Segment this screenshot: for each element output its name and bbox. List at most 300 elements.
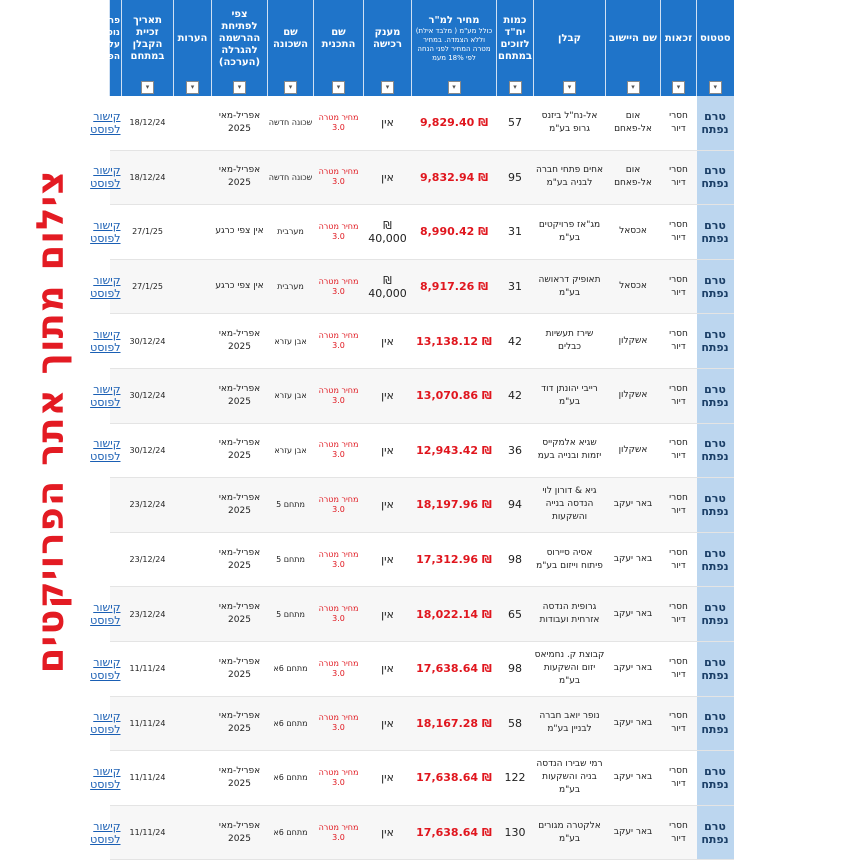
table-cell-notes — [174, 532, 212, 587]
table-cell-rights-text: חסרי דיור — [669, 383, 688, 407]
table-cell-expected — [212, 423, 268, 478]
table-cell-contractor-text: רמי שבירו הנדסה בניה והשקעות בע"מ — [536, 759, 603, 796]
table-cell-hood-text: מערבית — [277, 282, 304, 292]
table-cell-rights-text: חסרי דיור — [669, 274, 688, 298]
table-cell-status-text: טרם נפתח — [701, 164, 729, 191]
table-cell-price — [412, 696, 497, 751]
table-cell-grant-text: ₪ 40,000 — [368, 273, 407, 300]
table-cell-status — [697, 150, 734, 205]
table-cell-grant-text: אין — [381, 716, 394, 730]
table-row — [110, 532, 734, 587]
table-cell-notes — [174, 150, 212, 205]
table-cell-units-text: 36 — [508, 443, 522, 457]
table-row — [110, 805, 734, 860]
post-link[interactable]: קישור לפוסט — [90, 819, 121, 846]
table-cell-contractor-text: אלקטרה מגורים בע"מ — [538, 820, 601, 844]
post-link[interactable]: קישור לפוסט — [90, 109, 121, 136]
table-cell-win-date — [122, 478, 174, 533]
table-cell-details — [90, 751, 122, 806]
table-cell-contractor-text: אחים פתחי חברה לבניה בע"מ — [535, 165, 604, 189]
table-cell-notes — [174, 587, 212, 642]
table-cell-win-date — [122, 805, 174, 860]
table-cell-status — [697, 96, 734, 150]
table-cell-rights-text: חסרי דיור — [669, 110, 688, 134]
table-cell-rights-text: חסרי דיור — [669, 602, 688, 626]
table-cell-grant-text: אין — [381, 771, 394, 785]
post-link[interactable]: קישור לפוסט — [90, 164, 121, 191]
table-cell-hood — [268, 423, 314, 478]
table-cell-rights-text: חסרי דיור — [669, 547, 688, 571]
table-cell-contractor — [534, 150, 606, 205]
table-cell-win-date — [122, 96, 174, 150]
table-cell-hood-text: אבן עזרא — [274, 336, 307, 346]
table-cell-rights — [661, 96, 697, 150]
table-row — [110, 423, 734, 478]
table-cell-rights-text: חסרי דיור — [669, 165, 688, 189]
table-cell-status-text: טרם נפתח — [701, 764, 729, 791]
table-cell-plan — [314, 259, 364, 314]
table-cell-expected — [212, 532, 268, 587]
table-cell-grant-text: ₪ 40,000 — [368, 218, 407, 245]
table-cell-details — [90, 150, 122, 205]
table-cell-plan — [314, 368, 364, 423]
table-row — [110, 751, 734, 806]
table-cell-win-date — [122, 150, 174, 205]
header-price — [412, 0, 497, 77]
table-cell-city-text: אשקלון — [618, 335, 648, 346]
table-cell-notes — [174, 205, 212, 260]
table-cell-status — [697, 205, 734, 260]
table-cell-units — [497, 368, 534, 423]
table-cell-units — [497, 96, 534, 150]
filter-cell — [497, 77, 534, 96]
table-cell-rights-text: חסרי דיור — [669, 711, 688, 735]
post-link[interactable]: קישור לפוסט — [90, 328, 121, 355]
table-cell-units — [497, 805, 534, 860]
table-cell-contractor — [534, 96, 606, 150]
table-row — [110, 641, 734, 696]
table-cell-city-text: באר יעקב — [613, 554, 653, 565]
table-cell-win-date-text: 11/11/24 — [129, 664, 166, 674]
table-cell-contractor-text: רייבי יהונתן דוד בע"מ — [541, 383, 598, 407]
table-cell-grant — [364, 314, 412, 369]
table-cell-units-text: 98 — [508, 553, 522, 567]
table-cell-details — [90, 205, 122, 260]
filter-dropdown-icon[interactable]: ▾ — [284, 81, 297, 94]
table-cell-win-date-text: 23/12/24 — [129, 555, 166, 565]
table-cell-rights-text: חסרי דיור — [669, 656, 688, 680]
table-cell-win-date — [122, 314, 174, 369]
table-cell-contractor — [534, 587, 606, 642]
table-cell-contractor-text: מג"אז פרויקטים בע"מ — [538, 219, 601, 243]
filter-dropdown-icon[interactable]: ▾ — [332, 81, 345, 94]
table-cell-rights — [661, 205, 697, 260]
table-cell-units-text: 58 — [508, 716, 522, 730]
table-cell-win-date — [122, 532, 174, 587]
filter-dropdown-icon[interactable]: ▾ — [381, 81, 394, 94]
table-cell-expected — [212, 150, 268, 205]
table-row — [110, 259, 734, 314]
table-cell-grant — [364, 423, 412, 478]
table-cell-hood-text: מתחם 5 — [276, 500, 305, 510]
table-cell-hood-text: מתחם 6א — [273, 664, 308, 674]
table-cell-grant — [364, 805, 412, 860]
table-cell-city-text: באר יעקב — [613, 717, 653, 728]
filter-cell — [412, 77, 497, 96]
table-cell-notes — [174, 259, 212, 314]
table-cell-plan-text: מחיר מטרה 3.0 — [318, 822, 359, 842]
table-cell-expected — [212, 368, 268, 423]
post-link[interactable]: קישור לפוסט — [90, 382, 121, 409]
table-cell-price-text: ₪ 17,638.64 — [416, 662, 492, 676]
table-cell-contractor — [534, 696, 606, 751]
table-cell-plan — [314, 641, 364, 696]
table-cell-status — [697, 532, 734, 587]
post-link[interactable]: קישור לפוסט — [90, 655, 121, 682]
table-cell-units-text: 122 — [504, 771, 526, 785]
table-cell-expected-text: אין צפי כרגע — [215, 281, 264, 292]
table-cell-status-text: טרם נפתח — [701, 491, 729, 518]
table-cell-plan-text: מחיר מטרה 3.0 — [318, 658, 359, 678]
table-cell-contractor — [534, 751, 606, 806]
filter-dropdown-icon[interactable]: ▾ — [627, 81, 640, 94]
table-row — [110, 696, 734, 751]
table-cell-contractor — [534, 532, 606, 587]
table-cell-rights — [661, 478, 697, 533]
table-cell-contractor-text: אסיה סיירוס פיתוח וייזום בע"מ — [536, 547, 603, 571]
filter-dropdown-icon[interactable]: ▾ — [509, 81, 522, 94]
table-cell-plan — [314, 314, 364, 369]
table-cell-notes — [174, 696, 212, 751]
table-cell-details — [90, 805, 122, 860]
table-cell-plan — [314, 96, 364, 150]
table-row — [110, 368, 734, 423]
table-cell-rights — [661, 423, 697, 478]
table-cell-status — [697, 368, 734, 423]
table-cell-grant-text: אין — [381, 553, 394, 567]
table-cell-price-text: ₪ 13,070.86 — [416, 389, 492, 403]
table-cell-price-text: ₪ 8,917.26 — [419, 280, 489, 294]
header-price-note: כולל מע"מ ( מלבד אילת) וללא הצמדה. במחיר מטרה המחיר לפני הנחה לפי 18% מעמ — [415, 26, 493, 62]
table-cell-expected — [212, 587, 268, 642]
table-cell-hood-text: מתחם 6א — [273, 828, 308, 838]
filter-dropdown-icon[interactable]: ▾ — [448, 81, 461, 94]
header-units: כמות יח"ד לזוכים במתחם — [497, 0, 534, 77]
table-cell-status — [697, 805, 734, 860]
table-cell-grant-text: אין — [381, 334, 394, 348]
header-status: סטטוס — [697, 0, 734, 77]
table-cell-grant-text: אין — [381, 607, 394, 621]
table-cell-expected-text: אפריל-מאי 2025 — [218, 110, 261, 134]
table-cell-city-text: אכסאל — [619, 226, 647, 237]
table-cell-grant-text: אין — [381, 662, 394, 676]
table-cell-price — [412, 423, 497, 478]
table-cell-city — [606, 805, 661, 860]
table-cell-plan-text: מחיר מטרה 3.0 — [318, 331, 359, 351]
table-cell-hood-text: אבן עזרא — [274, 445, 307, 455]
table-cell-expected — [212, 205, 268, 260]
table-cell-grant — [364, 532, 412, 587]
table-cell-rights — [661, 314, 697, 369]
table-cell-city — [606, 423, 661, 478]
table-cell-notes — [174, 314, 212, 369]
table-cell-units — [497, 259, 534, 314]
table-cell-expected-text: אין צפי כרגע — [215, 226, 264, 237]
table-cell-win-date-text: 23/12/24 — [129, 609, 166, 619]
table-cell-win-date — [122, 368, 174, 423]
table-cell-grant-text: אין — [381, 498, 394, 512]
table-cell-units — [497, 150, 534, 205]
table-cell-rights-text: חסרי דיור — [669, 765, 688, 789]
table-cell-city — [606, 96, 661, 150]
table-cell-status-text: טרם נפתח — [701, 819, 729, 846]
table-cell-city-text: אשקלון — [618, 444, 648, 455]
table-cell-expected — [212, 259, 268, 314]
table-cell-city — [606, 641, 661, 696]
table-cell-win-date-text: 30/12/24 — [129, 391, 166, 401]
table-cell-units-text: 42 — [508, 389, 522, 403]
table-cell-units-text: 31 — [508, 225, 522, 239]
table-cell-contractor-text: תאופיק דראושה בע"מ — [538, 274, 601, 298]
filter-cell — [606, 77, 661, 96]
table-cell-plan — [314, 423, 364, 478]
table-cell-price — [412, 587, 497, 642]
table-cell-contractor-text: נופר יואב חברה לבניין בע"מ — [539, 711, 600, 735]
table-cell-units — [497, 587, 534, 642]
table-cell-grant-text: אין — [381, 826, 394, 840]
table-cell-plan — [314, 751, 364, 806]
table-cell-notes — [174, 423, 212, 478]
table-cell-hood-text: מתחם 6א — [273, 718, 308, 728]
table-cell-details — [90, 696, 122, 751]
table-cell-hood-text: מתחם 6א — [273, 773, 308, 783]
header-city: שם היישוב — [606, 0, 661, 77]
table-cell-grant — [364, 751, 412, 806]
table-cell-plan — [314, 150, 364, 205]
table-cell-price-text: ₪ 8,990.42 — [419, 225, 489, 239]
table-cell-hood — [268, 478, 314, 533]
table-cell-hood — [268, 259, 314, 314]
table-cell-expected-text: אפריל-מאי 2025 — [218, 329, 261, 353]
table-cell-price — [412, 532, 497, 587]
table-cell-rights — [661, 368, 697, 423]
table-cell-units-text: 42 — [508, 334, 522, 348]
table-cell-city — [606, 751, 661, 806]
table-cell-price — [412, 805, 497, 860]
filter-dropdown-icon[interactable]: ▾ — [141, 81, 154, 94]
table-cell-city-text: באר יעקב — [613, 827, 653, 838]
table-cell-status — [697, 478, 734, 533]
table-row — [110, 478, 734, 533]
table-cell-price — [412, 751, 497, 806]
filter-cell — [268, 77, 314, 96]
header-plan: שם התכנית — [314, 0, 364, 77]
table-cell-units-text: 98 — [508, 662, 522, 676]
table-cell-city-text: באר יעקב — [613, 772, 653, 783]
table-cell-price — [412, 368, 497, 423]
table-cell-details — [90, 314, 122, 369]
table-cell-details — [110, 532, 122, 587]
table-cell-units-text: 65 — [508, 607, 522, 621]
table-cell-plan-text: מחיר מטרה 3.0 — [318, 440, 359, 460]
table-cell-price-text: ₪ 9,829.40 — [419, 116, 489, 130]
table-cell-price — [412, 150, 497, 205]
table-cell-rights — [661, 587, 697, 642]
post-link[interactable]: קישור לפוסט — [90, 601, 121, 628]
table-cell-expected-text: אפריל-מאי 2025 — [218, 820, 261, 844]
table-row — [110, 587, 734, 642]
table-cell-plan — [314, 587, 364, 642]
table-cell-win-date-text: 11/11/24 — [129, 828, 166, 838]
table-cell-city-text: אשקלון — [618, 390, 648, 401]
table-cell-win-date-text: 30/12/24 — [129, 336, 166, 346]
table-cell-status — [697, 641, 734, 696]
table-cell-price — [412, 478, 497, 533]
post-link[interactable]: קישור לפוסט — [90, 273, 121, 300]
table-cell-units — [497, 532, 534, 587]
projects-table — [84, 0, 734, 860]
table-cell-status — [697, 751, 734, 806]
table-cell-city — [606, 478, 661, 533]
table-cell-price-text: ₪ 18,167.28 — [416, 716, 492, 730]
filter-dropdown-icon[interactable]: ▾ — [186, 81, 199, 94]
table-cell-status — [697, 587, 734, 642]
table-cell-status-text: טרם נפתח — [701, 328, 729, 355]
table-cell-city — [606, 150, 661, 205]
filter-dropdown-icon[interactable]: ▾ — [233, 81, 246, 94]
header-expected: צפי לפתיחת ההרשמה להגרלה (הערכה) — [212, 0, 268, 77]
filter-cell — [110, 77, 122, 96]
table-cell-contractor — [534, 641, 606, 696]
filter-cell — [174, 77, 212, 96]
table-cell-hood — [268, 96, 314, 150]
table-cell-hood — [268, 751, 314, 806]
table-cell-plan-text: מחיר מטרה 3.0 — [318, 549, 359, 569]
table-cell-details — [90, 641, 122, 696]
table-cell-price-text: ₪ 18,022.14 — [416, 607, 492, 621]
table-cell-expected — [212, 696, 268, 751]
table-cell-hood-text: אבן עזרא — [274, 391, 307, 401]
table-cell-expected-text: אפריל-מאי 2025 — [218, 383, 261, 407]
header-win-date: תאריך זכיית הקבלן במתחם — [122, 0, 174, 77]
table-cell-grant — [364, 205, 412, 260]
filter-dropdown-icon[interactable]: ▾ — [563, 81, 576, 94]
table-cell-notes — [174, 96, 212, 150]
table-cell-units-text: 130 — [504, 826, 526, 840]
table-cell-notes — [174, 368, 212, 423]
table-cell-details — [90, 368, 122, 423]
header-price-title: מחיר למ"ר — [428, 14, 480, 26]
table-cell-city — [606, 368, 661, 423]
table-cell-plan-text: מחיר מטרה 3.0 — [318, 221, 359, 241]
header-details: פרטים נוספים על הפרויקט — [110, 0, 122, 77]
filter-dropdown-icon[interactable]: ▾ — [709, 81, 722, 94]
table-cell-city — [606, 532, 661, 587]
table-cell-contractor — [534, 205, 606, 260]
table-cell-units-text: 57 — [508, 116, 522, 130]
table-cell-contractor — [534, 259, 606, 314]
table-cell-city-text: אכסאל — [619, 281, 647, 292]
table-cell-grant-text: אין — [381, 443, 394, 457]
table-cell-rights-text: חסרי דיור — [669, 820, 688, 844]
table-row — [110, 96, 734, 150]
table-cell-rights — [661, 696, 697, 751]
filter-cell — [364, 77, 412, 96]
header-grant: מענק רכישה — [364, 0, 412, 77]
table-row — [110, 150, 734, 205]
table-cell-rights — [661, 751, 697, 806]
table-cell-win-date-text: 27/1/25 — [132, 282, 163, 292]
table-cell-city-text: אום אל-פאחם — [614, 165, 652, 189]
table-cell-win-date-text: 11/11/24 — [129, 718, 166, 728]
table-cell-status — [697, 696, 734, 751]
post-link[interactable]: קישור לפוסט — [90, 710, 121, 737]
table-cell-notes — [174, 641, 212, 696]
table-cell-units — [497, 205, 534, 260]
table-cell-hood-text: מתחם 5 — [276, 609, 305, 619]
table-cell-win-date-text: 11/11/24 — [129, 773, 166, 783]
table-cell-hood-text: מתחם 5 — [276, 555, 305, 565]
table-cell-details — [110, 478, 122, 533]
table-cell-price-text: ₪ 9,832.94 — [419, 170, 489, 184]
table-cell-contractor — [534, 423, 606, 478]
projects-table-wrap — [84, 0, 733, 846]
table-cell-price-text: ₪ 17,638.64 — [416, 826, 492, 840]
table-cell-expected — [212, 96, 268, 150]
filter-row — [110, 77, 734, 96]
table-cell-units — [497, 423, 534, 478]
table-cell-plan-text: מחיר מטרה 3.0 — [318, 167, 359, 187]
table-cell-hood-text: מערבית — [277, 227, 304, 237]
table-cell-plan-text: מחיר מטרה 3.0 — [318, 604, 359, 624]
table-cell-win-date — [122, 641, 174, 696]
table-cell-expected — [212, 805, 268, 860]
post-link[interactable]: קישור לפוסט — [90, 218, 121, 245]
table-cell-hood-text: שכונה חדשה — [268, 172, 313, 182]
table-cell-city — [606, 259, 661, 314]
table-cell-hood — [268, 696, 314, 751]
post-link[interactable]: קישור לפוסט — [90, 437, 121, 464]
table-cell-units-text: 95 — [508, 170, 522, 184]
table-cell-city-text: באר יעקב — [613, 608, 653, 619]
table-cell-contractor — [534, 478, 606, 533]
table-cell-rights-text: חסרי דיור — [669, 329, 688, 353]
filter-dropdown-icon[interactable]: ▾ — [672, 81, 685, 94]
table-cell-price-text: ₪ 13,138.12 — [416, 334, 492, 348]
table-cell-rights — [661, 259, 697, 314]
table-cell-units — [497, 751, 534, 806]
table-cell-contractor-text: גרופית הנדסה אזרחית ועבודות — [539, 602, 600, 626]
table-cell-status-text: טרם נפתח — [701, 546, 729, 573]
table-cell-win-date — [122, 587, 174, 642]
table-cell-rights — [661, 150, 697, 205]
table-row — [110, 314, 734, 369]
table-cell-hood — [268, 205, 314, 260]
table-cell-status-text: טרם נפתח — [701, 437, 729, 464]
table-cell-price — [412, 641, 497, 696]
header-hood: שם השכונה — [268, 0, 314, 77]
table-cell-plan — [314, 478, 364, 533]
table-body — [90, 96, 734, 860]
filter-cell — [314, 77, 364, 96]
table-cell-price — [412, 96, 497, 150]
table-cell-units — [497, 641, 534, 696]
post-link[interactable]: קישור לפוסט — [90, 764, 121, 791]
table-cell-units — [497, 478, 534, 533]
table-cell-win-date — [122, 205, 174, 260]
table-cell-expected — [212, 314, 268, 369]
table-cell-hood — [268, 805, 314, 860]
